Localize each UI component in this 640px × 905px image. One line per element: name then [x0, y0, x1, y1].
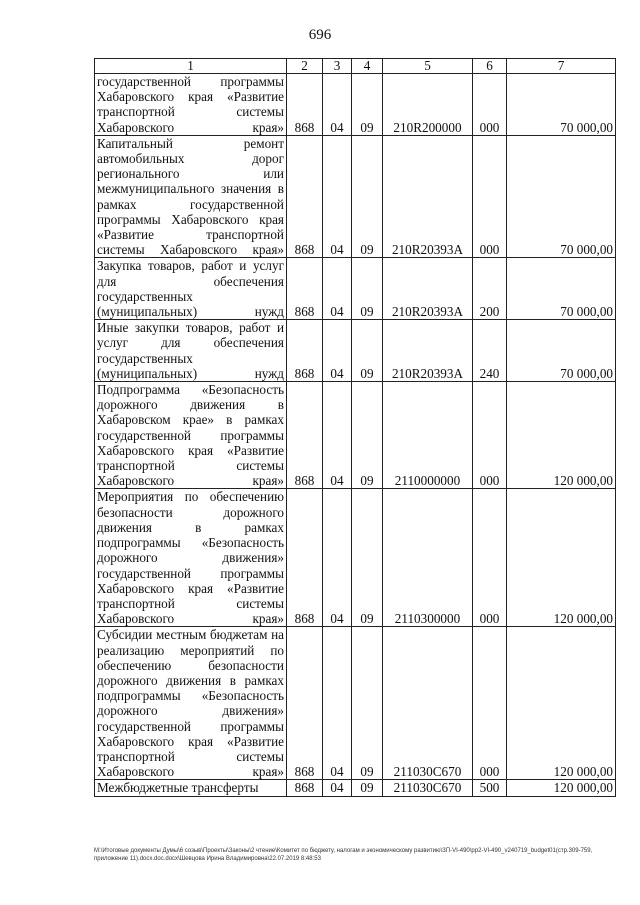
- table-row: [95, 258, 616, 320]
- cell-col3: 04: [323, 74, 352, 136]
- cell-col6: 000: [473, 489, 507, 627]
- cell-col2: 868: [287, 320, 323, 382]
- page-number: 696: [308, 27, 332, 43]
- cell-col6: 000: [473, 135, 507, 258]
- cell-col4: 09: [352, 135, 383, 258]
- cell-col2: 868: [287, 135, 323, 258]
- row-name: Подпрограмма «Безопасность дорожного движения в Хабаровском крае» в рамках государственной программы Хабаровского края «Развитие транспортной системы Хабаровского края»: [95, 382, 287, 489]
- cell-col3: 04: [323, 135, 352, 258]
- cell-col4: 09: [352, 627, 383, 780]
- cell-col2: 868: [287, 74, 323, 136]
- cell-col6: 000: [473, 74, 507, 136]
- cell-col6: 000: [473, 382, 507, 489]
- cell-col2: 868: [287, 780, 323, 796]
- cell-amount: 120 000,00: [507, 382, 616, 489]
- cell-col5: 211030С670: [383, 627, 473, 780]
- column-header-1: 1: [95, 59, 287, 74]
- column-header-3: 3: [323, 59, 352, 74]
- cell-col5: 211030С670: [383, 780, 473, 796]
- cell-col6: 000: [473, 627, 507, 780]
- column-header-6: 6: [473, 59, 507, 74]
- row-name: Межбюджетные трансферты: [95, 780, 287, 796]
- table-row: [95, 382, 616, 489]
- cell-amount: 70 000,00: [507, 135, 616, 258]
- row-name: Закупка товаров, работ и услуг для обеспечения государственных (муниципальных) нужд: [95, 258, 287, 320]
- row-name: Иные закупки товаров, работ и услуг для обеспечения государственных (муниципальных) нужд: [95, 320, 287, 382]
- cell-amount: 70 000,00: [507, 320, 616, 382]
- cell-col5: 2110300000: [383, 489, 473, 627]
- table-row: [95, 780, 616, 796]
- cell-col6: 500: [473, 780, 507, 796]
- row-name: Мероприятия по обеспечению безопасности дорожного движения в рамках подпрограммы «Безопасность дорожного движения» государственной программы Хабаровского края «Развитие транспортной системы Хабаровского края»: [95, 489, 287, 627]
- cell-amount: 70 000,00: [507, 258, 616, 320]
- cell-col5: 210R200000: [383, 74, 473, 136]
- cell-col5: 210R20393А: [383, 135, 473, 258]
- table-row: [95, 489, 616, 627]
- cell-col4: 09: [352, 258, 383, 320]
- cell-col5: 210R20393А: [383, 258, 473, 320]
- cell-col2: 868: [287, 382, 323, 489]
- cell-col2: 868: [287, 258, 323, 320]
- cell-col4: 09: [352, 489, 383, 627]
- cell-col3: 04: [323, 258, 352, 320]
- row-name: государственной программы Хабаровского края «Развитие транспортной системы Хабаровского края»: [95, 74, 287, 136]
- cell-col4: 09: [352, 320, 383, 382]
- cell-col6: 240: [473, 320, 507, 382]
- cell-amount: 120 000,00: [507, 489, 616, 627]
- cell-col5: 2110000000: [383, 382, 473, 489]
- cell-col2: 868: [287, 627, 323, 780]
- cell-amount: 70 000,00: [507, 74, 616, 136]
- cell-col4: 09: [352, 74, 383, 136]
- column-header-5: 5: [383, 59, 473, 74]
- budget-table: [94, 58, 616, 797]
- cell-amount: 120 000,00: [507, 627, 616, 780]
- cell-col3: 04: [323, 780, 352, 796]
- cell-col3: 04: [323, 382, 352, 489]
- cell-col3: 04: [323, 489, 352, 627]
- row-name: Субсидии местным бюджетам на реализацию мероприятий по обеспечению безопасности дорожного движения в рамках подпрограммы «Безопасность дорожного движения» государственной программы Хабаровского края «Развитие транспортной системы Хабаровского края»: [95, 627, 287, 780]
- cell-col4: 09: [352, 382, 383, 489]
- cell-col2: 868: [287, 489, 323, 627]
- table-row: [95, 320, 616, 382]
- column-header-2: 2: [287, 59, 323, 74]
- cell-amount: 120 000,00: [507, 780, 616, 796]
- document-path-footer: M:\Итоговые документы Думы\6 созыв\Проекты\Законы\2 чтение\Комитет по бюджету, налогам и экономическому развитию\ЗП-VI-490\рр2-VI-490_v240719_budget01(стр.309-759, приложение 11).docx.doc.docx\Шевцова Ирина Владимировна\22.07.2019 8:48:53: [94, 848, 593, 862]
- row-name: Капитальный ремонт автомобильных дорог регионального или межмуниципального значения в рамках государственной программы Хабаровского края «Развитие транспортной системы Хабаровского края»: [95, 135, 287, 258]
- table-row: [95, 74, 616, 136]
- cell-col3: 04: [323, 627, 352, 780]
- table-row: [95, 135, 616, 258]
- cell-col6: 200: [473, 258, 507, 320]
- column-header-4: 4: [352, 59, 383, 74]
- cell-col4: 09: [352, 780, 383, 796]
- table-row: [95, 627, 616, 780]
- cell-col3: 04: [323, 320, 352, 382]
- column-header-7: 7: [507, 59, 616, 74]
- header-row: [95, 59, 616, 74]
- cell-col5: 210R20393А: [383, 320, 473, 382]
